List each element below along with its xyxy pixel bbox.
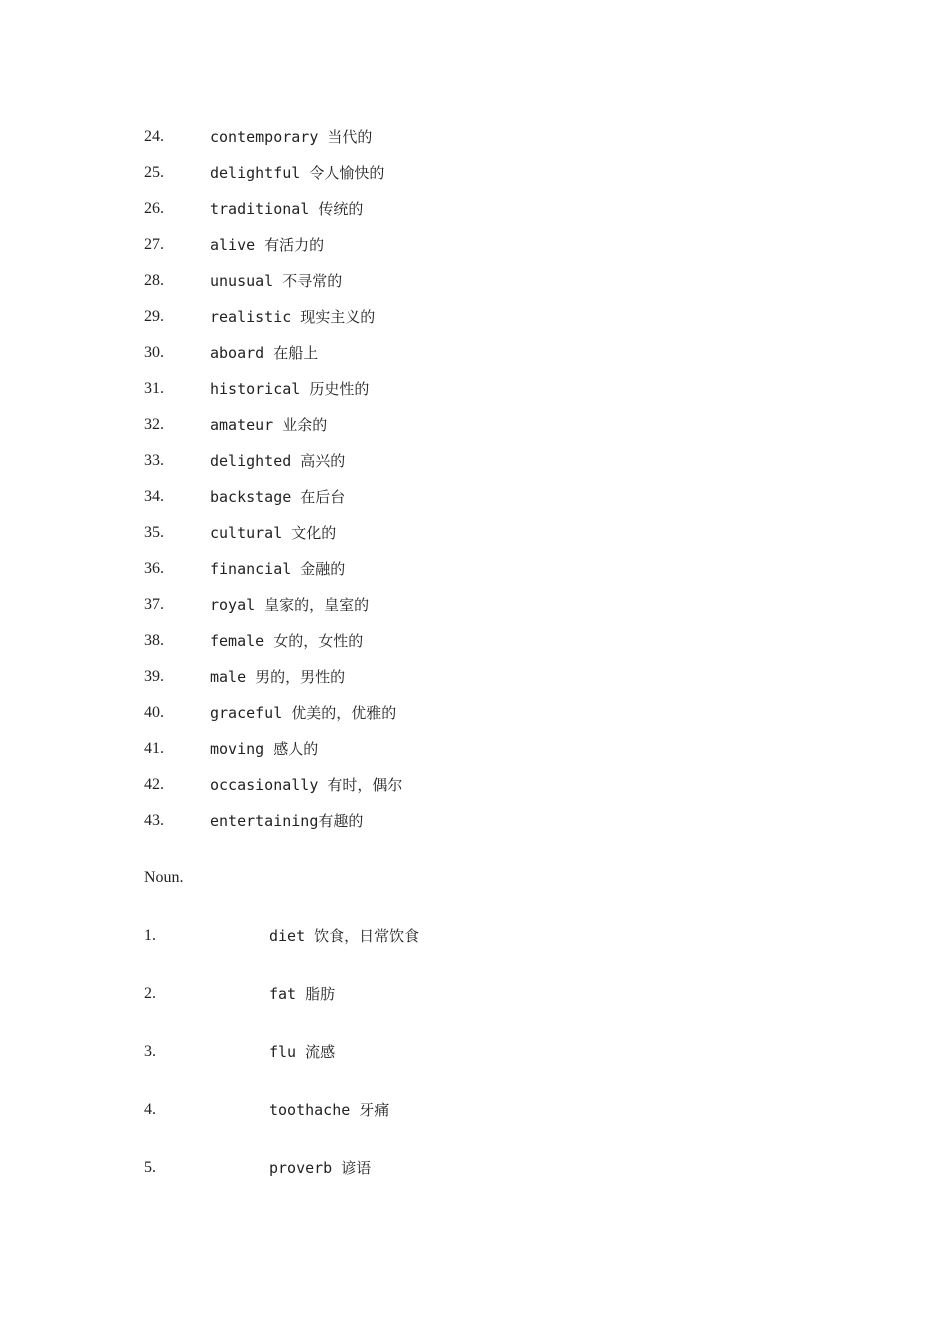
item-text: unusual 不寻常的 (210, 272, 343, 290)
item-text: delightful 令人愉快的 (210, 164, 385, 182)
item-text: delighted 高兴的 (210, 452, 346, 470)
item-text: entertaining有趣的 (210, 812, 364, 830)
item-number: 36. (144, 560, 164, 577)
item-text: fat 脂肪 (269, 985, 336, 1003)
list-item (144, 628, 744, 664)
list-item (144, 1155, 744, 1213)
item-number: 4. (144, 1101, 156, 1118)
item-number: 28. (144, 272, 164, 289)
item-number: 34. (144, 488, 164, 505)
list-item (144, 556, 744, 592)
item-number: 31. (144, 380, 164, 397)
item-number: 29. (144, 308, 164, 325)
item-text: moving 感人的 (210, 740, 319, 758)
item-text: cultural 文化的 (210, 524, 337, 542)
adjective-list (144, 124, 744, 844)
item-text: financial 金融的 (210, 560, 346, 578)
item-text: flu 流感 (269, 1043, 336, 1061)
item-number: 27. (144, 236, 164, 253)
item-number: 30. (144, 344, 164, 361)
list-item (144, 484, 744, 520)
item-text: historical 历史性的 (210, 380, 370, 398)
list-item (144, 268, 744, 304)
list-item (144, 1097, 744, 1155)
item-text: royal 皇家的，皇室的 (210, 596, 370, 614)
item-number: 35. (144, 524, 164, 541)
item-number: 37. (144, 596, 164, 613)
item-text: aboard 在船上 (210, 344, 319, 362)
item-text: alive 有活力的 (210, 236, 325, 254)
list-item (144, 772, 744, 808)
list-item (144, 304, 744, 340)
item-number: 1. (144, 927, 156, 944)
item-text: occasionally 有时，偶尔 (210, 776, 403, 794)
item-number: 42. (144, 776, 164, 793)
item-number: 26. (144, 200, 164, 217)
noun-list (144, 923, 744, 1213)
item-text: diet 饮食，日常饮食 (269, 927, 420, 945)
list-item (144, 196, 744, 232)
item-text: amateur 业余的 (210, 416, 328, 434)
item-text: toothache 牙痛 (269, 1101, 390, 1119)
list-item (144, 520, 744, 556)
item-number: 5. (144, 1159, 156, 1176)
list-item (144, 981, 744, 1039)
item-text: backstage 在后台 (210, 488, 346, 506)
item-number: 40. (144, 704, 164, 721)
list-item (144, 340, 744, 376)
list-item (144, 232, 744, 268)
list-item (144, 664, 744, 700)
list-item (144, 160, 744, 196)
item-text: contemporary 当代的 (210, 128, 373, 146)
item-number: 41. (144, 740, 164, 757)
item-text: graceful 优美的，优雅的 (210, 704, 397, 722)
list-item (144, 592, 744, 628)
item-number: 39. (144, 668, 164, 685)
list-item (144, 376, 744, 412)
item-text: male 男的，男性的 (210, 668, 346, 686)
list-item (144, 1039, 744, 1097)
list-item (144, 700, 744, 736)
item-number: 43. (144, 812, 164, 829)
list-item (144, 448, 744, 484)
item-text: female 女的，女性的 (210, 632, 364, 650)
item-number: 24. (144, 128, 164, 145)
item-number: 32. (144, 416, 164, 433)
list-item (144, 124, 744, 160)
noun-section-heading: Noun. (144, 869, 184, 886)
list-item (144, 412, 744, 448)
list-item (144, 808, 744, 844)
list-item (144, 923, 744, 981)
item-text: proverb 谚语 (269, 1159, 372, 1177)
list-item (144, 736, 744, 772)
item-number: 2. (144, 985, 156, 1002)
item-number: 3. (144, 1043, 156, 1060)
item-number: 33. (144, 452, 164, 469)
item-number: 25. (144, 164, 164, 181)
item-text: realistic 现实主义的 (210, 308, 376, 326)
item-text: traditional 传统的 (210, 200, 364, 218)
item-number: 38. (144, 632, 164, 649)
